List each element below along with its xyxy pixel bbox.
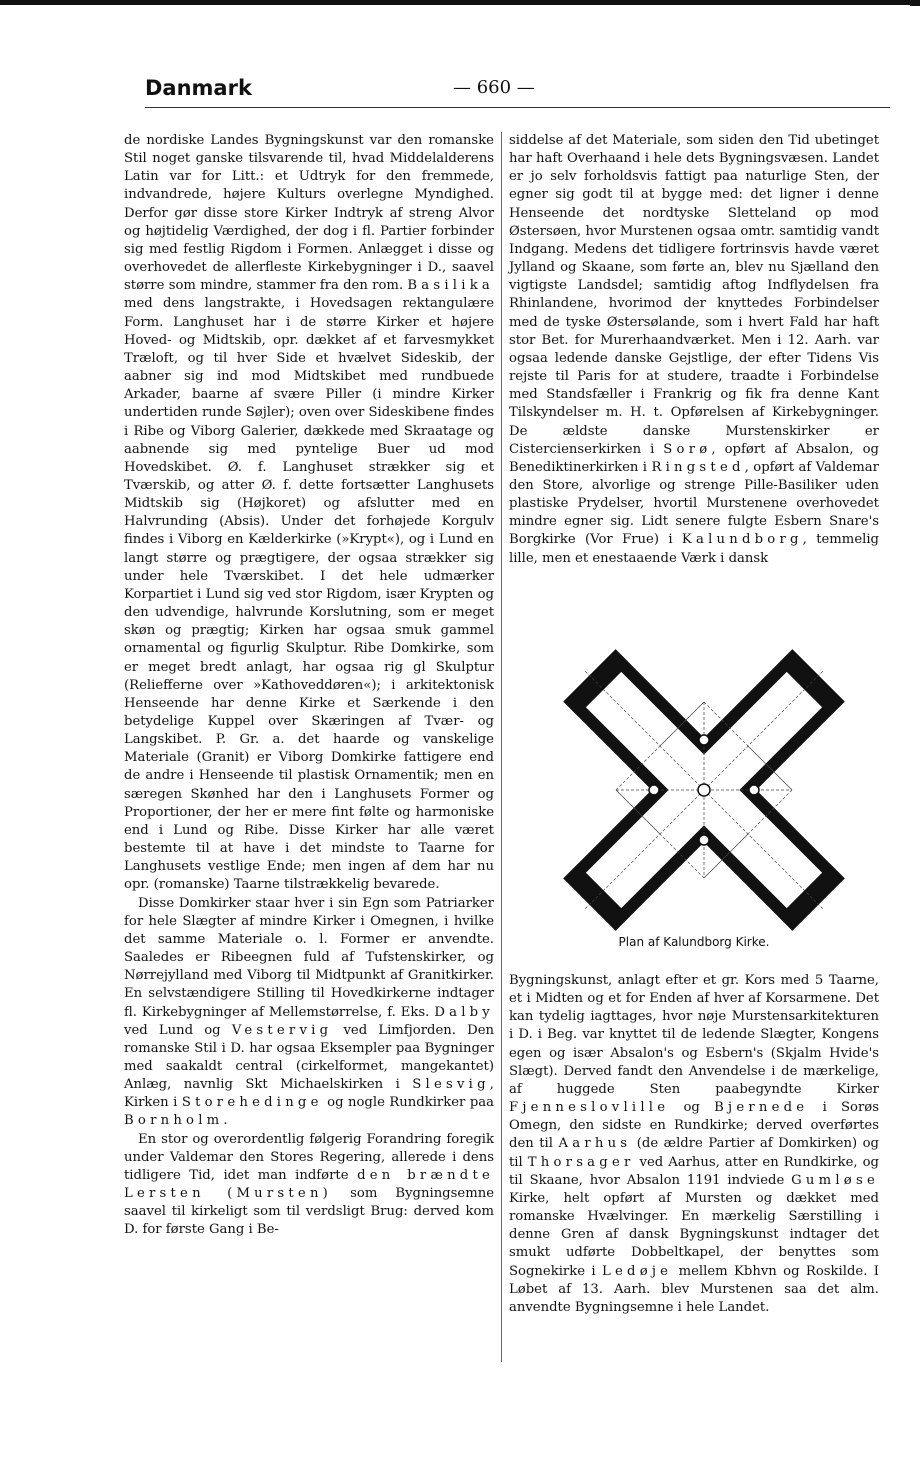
spaced-term: Sorø (663, 441, 712, 457)
page-number: — 660 — (453, 77, 535, 98)
header-rule (145, 107, 890, 108)
paragraph (124, 132, 494, 895)
paragraph (124, 1131, 494, 1240)
text-run: ved Aarhus, atter en Rundkirke, og til Skaane, hvor Absalon 1191 indviede (509, 1154, 879, 1188)
spaced-term: Ringsted (651, 459, 745, 475)
text-run: ved Limfjorden. Den romanske Stil i D. har ogsaa Eksempler paa Bygninger med saakaldt central (cirkelformet, mangekantet) Anlæg, navnlig Skt Michaelskirken i (124, 1022, 494, 1093)
paragraph (509, 132, 879, 568)
text-run: de nordiske Landes Bygningskunst var den romanske Stil noget ganske tilsvarende til, hvad Middelalderens Latin var for Litt.: et Udtryk for den fremmede, indvandrede, højere Kulturs overlegne Myndighed. Derfor gør disse store Kirker Indtryk af streng Alvor og højtidelig Værdighed, der dog i fl. Partier forbinder sig med festlig Rigdom i Formen. Anlægget i disse og overhovedet de allerfleste Kirkebygninger i D., saavel større som mindre, stammer fra den rom. (124, 133, 494, 294)
spaced-term: Slesvig (412, 1077, 490, 1093)
pillar (699, 835, 709, 845)
text-run: (de ældre Partier af Domkirken) og til (509, 1136, 879, 1170)
paragraph (124, 895, 494, 1131)
text-run: , temmelig lille, men et enestaaende Værk i dansk (509, 532, 879, 566)
text-run: i Sorøs Omegn, den sidste en Rundkirke; derved overførtes den til (509, 1100, 879, 1152)
text-run: . (223, 1113, 228, 1129)
pillar (699, 735, 709, 745)
text-run: ved Lund og (124, 1022, 221, 1038)
spaced-term: Bjernede (714, 1100, 809, 1116)
page-header (145, 72, 890, 106)
text-run: siddelse af det Materiale, som siden den Tid ubetinget har haft Overhaand i hele dets Bygningsvæsen. Landet er jo selv forholdsvis fattigt paa naturlige Sten, der egner sig godt til at bygge med: det ligner i denne Henseende det nordtyske Sletteland op mod Østersøen, hvor Murstenen ogsaa omtr. samtidig vandt Indgang. Medens det tidligere fortrinsvis havde været Jylland og Skaane, som førte an, blev nu Sjælland den vigtigste Landsdel; samtidig aftog Indflydelsen fra Rhinlandene, hvorimod der knyttedes Forbindelser med de tyske Østersølande, som i hvert Fald har haft stor Bet. for Murerhaandværket. Men i 12. Aarh. var ogsaa ledende danske Gejstlige, der efter Tidens Vis rejste til Paris for at studere, traadte i Forbindelse med Standsfæller i Frankrig og fik fra denne Kant Tilskyndelser m. H. t. Opførelsen af Kirkebygninger. De ældste danske Murstenskirker er Cistercienserkirken i (509, 133, 879, 457)
spaced-term: Thorsager (527, 1154, 635, 1170)
pillar (649, 785, 659, 795)
pillar (749, 785, 759, 795)
paragraph (509, 972, 879, 1317)
column-divider (501, 132, 502, 1362)
spaced-term: Kalundborg (681, 532, 803, 548)
text-run: som Bygningsemne saavel til kirkeligt som til verdsligt Brug: derved kom D. for første Gang i Be- (124, 1186, 494, 1238)
left-column (124, 132, 494, 1240)
figure-caption: Plan af Kalundborg Kirke. (618, 935, 770, 949)
spaced-term: Storehedinge (181, 1095, 323, 1111)
text-run: Bygningskunst, anlagt efter et gr. Kors med 5 Taarne, et i Midten og et for Enden af hver af Korsarmene. Det kan tydelig iagttages, hvor nøje Murstensarkitekturen i D. i Beg. var knyttet til de ledende Slægter, Kongens egen og især Absalon's og Esbern's (Skjalm Hvide's Slægt). Derved fandt den Anvendelse i de mærkelige, af huggede Sten paabegyndte Kirker (509, 973, 879, 1097)
text-run: og (683, 1100, 700, 1116)
top-border-mark (910, 0, 920, 6)
kalundborg-church-plan-figure (554, 640, 854, 940)
spaced-term: den brændte Lersten (Mursten) (124, 1167, 495, 1202)
text-run: En stor og overordentlig følgerig Forandring foregik under Valdemar den Stores Regering, allerede i dens tidligere Tid, idet man indførte (124, 1131, 494, 1183)
text-run: , opført af Valdemar den Store, alvorlige og strenge Pille-Basiliker uden plastiske Prydelser, hvortil Murstenene overhovedet mindre egner sig. Lidt senere fulgte Esbern Snare's Borgkirke (Vor Frue) i (509, 459, 879, 548)
right-column-bottom (509, 972, 879, 1317)
spaced-term: Bornholm (124, 1113, 224, 1129)
text-run: og nogle Rundkirker paa (327, 1095, 494, 1111)
top-border-line (0, 0, 920, 5)
spaced-term: Dalby (434, 1004, 494, 1020)
spaced-term: Vestervig (231, 1022, 333, 1038)
text-run: mellem Kbhvn og Roskilde. I Løbet af 13. Aarh. blev Murstenen saa det alm. anvendte Bygningsemne i hele Landet. (509, 1263, 879, 1315)
spaced-term: Fjenneslovlille (509, 1100, 670, 1116)
text-run: Kirke, helt opført af Mursten og dækket med romanske Hvælvinger. En mærkelig Særstilling i denne Gren af dansk Bygningskunst indtager det smukt udførte Dobbeltkapel, der benyttes som Sognekirke i (509, 1190, 879, 1279)
spaced-term: Basilika (407, 278, 494, 294)
text-run: , Kirken i (124, 1077, 494, 1111)
text-run: med dens langstrakte, i Hovedsagen rektangulære Form. Langhuset har i de større Kirker et højere Hoved- og Midtskib, opr. dækket af et farvesmykket Træloft, og til hver Side et hvælvet Sideskib, der aabner sig ind mod Midtskibet med rundbuede Arkader, baarne af svære Piller (i mindre Kirker undertiden runde Søjler); oven over Sideskibene findes i Ribe og Viborg Galerier, dækkede med Skraatage og aabnende sig med pyntelige Buer ud mod Hovedskibet. Ø. f. Langhuset strækker sig et Tværskib, og atter Ø. f. dette fortsætter Langhusets Midtskib sig (Højkoret) og afslutter med en Halvrunding (Absis). Under det forhøjede Korgulv findes i Viborg en Kælderkirke (»Krypt«), og i Lund en langt større og prægtigere, der ogsaa strækker sig under hele Tværskibet. I det hele udmærker Korpartiet i Lund sig ved stor Rigdom, især Krypten og den udvendige, halvrunde Korslutning, som er meget skøn og prægtig; Kirken har ogsaa smuk gammel ornamental og figurlig Skulptur. Ribe Domkirke, som er meget bredt anlagt, har ogsaa rig gl Skulptur (Reliefferne over »Kathoveddøren«); i arkitektonisk Henseende har denne Kirke et Særkende i den betydelige Kuppel over Skæringen af Tvær- og Langskibet. P. Gr. a. det haarde og vanskelige Materiale (Granit) er Viborg Domkirke fattigere end de andre i Henseende til plastisk Ornamentik; men en særegen Skønhed har den i Langhusets Former og Proportioner, der her er mere fint følte og harmoniske end i Lund og Ribe. Disse Kirker har alle været bestemte til at have i det mindste to Taarne for Langhusets vestlige Ende; men ingen af dem har nu opr. (romanske) Taarne tilstrækkelig bevarede. (124, 296, 494, 893)
spaced-term: Aarhus (558, 1136, 632, 1152)
spaced-term: Gumløse (791, 1172, 879, 1188)
text-run: , opført af Absalon, og Benediktinerkirken i (509, 441, 879, 475)
section-title: Danmark (145, 76, 252, 100)
central-tower-pillar (698, 784, 710, 796)
spaced-term: Ledøje (602, 1263, 673, 1279)
text-run: Disse Domkirker staar hver i sin Egn som Patriarker for hele Slægter af mindre Kirker i Omegnen, i hvilke det samme Materiale o. l. Former er anvendte. Saaledes er Ribeegnen fuld af Tufstenskirker, og Nørrejylland med Viborg til Midtpunkt af Granitkirker. En selvstændigere Stilling til Hovedkirkerne indtager fl. Kirkebygninger af Mellemstørrelse, f. Eks. (124, 895, 494, 1020)
right-column-top (509, 132, 879, 568)
